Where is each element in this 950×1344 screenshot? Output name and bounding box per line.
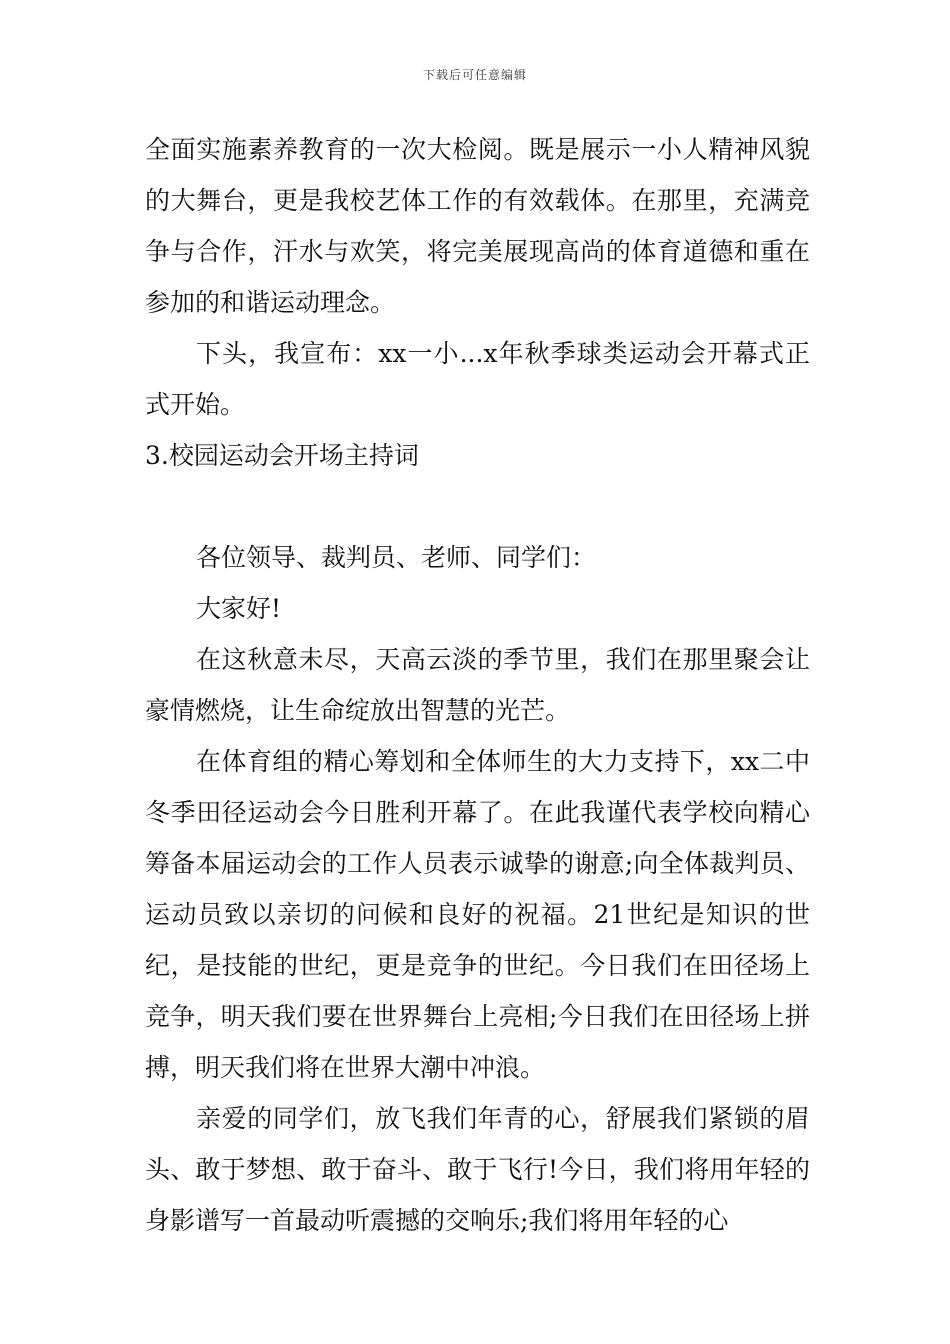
header-note: 下载后可任意编辑 — [422, 68, 527, 82]
greeting: 大家好! — [196, 594, 282, 623]
paragraph-announcement: 下头，我宣布：xx一小...x年秋季球类运动会开幕式正式开始。 — [145, 339, 810, 419]
salutation: 各位领导、裁判员、老师、同学们： — [196, 543, 597, 572]
paragraph-opening: 在体育组的精心筹划和全体师生的大力支持下，xx二中冬季田径运动会今日胜利开幕了。在此我谨代表学校向精心筹备本届运动会的工作人员表示诚挚的谢意;向全体裁判员、运动员致以亲切的问候和良好的祝福。21世纪是知识的世纪，是技能的世纪，更是竞争的世纪。今日我们在田径场上竞争，明天我们要在世界舞台上亮相;今日我们在田径场上拼搏，明天我们将在世界大潮中冲浪。 — [145, 747, 810, 1082]
blank-line — [145, 481, 810, 532]
paragraph-students: 亲爱的同学们，放飞我们年青的心，舒展我们紧锁的眉头、敢于梦想、敢于奋斗、敢于飞行!今日，我们将用年轻的身影谱写一首最动听震撼的交响乐;我们将用年轻的心 — [145, 1104, 810, 1235]
document-body — [145, 124, 810, 1246]
paragraph-continuation: 全面实施素养教育的一次大检阅。既是展示一小人精神风貌的大舞台，更是我校艺体工作的有效载体。在那里，充满竞争与合作，汗水与欢笑，将完美展现高尚的体育道德和重在参加的和谐运动理念。 — [145, 135, 810, 317]
paragraph-autumn: 在这秋意未尽，天高云淡的季节里，我们在那里聚会让豪情燃烧，让生命绽放出智慧的光芒。 — [145, 645, 810, 725]
section-heading: 3.校园运动会开场主持词 — [145, 441, 419, 470]
